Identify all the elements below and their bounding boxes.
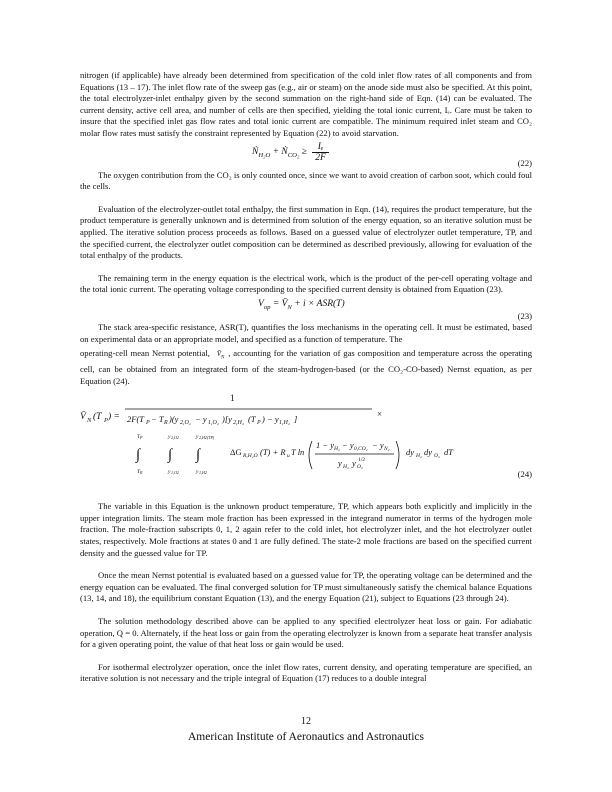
paragraph-4: The remaining term in the energy equation is the electrical work, which is the product of the per-cell operating voltage and the total ionic current. The operating voltage corresponding to the specified current density is obtained from Equation (23).	[80, 272, 532, 295]
svg-text:y: y	[196, 434, 199, 441]
equation-24-label: (24)	[517, 469, 532, 480]
svg-text:2,O₂: 2,O₂	[180, 420, 191, 427]
svg-text:y: y	[196, 469, 199, 476]
paragraph-2: The oxygen contribution from the CO₂ is only counted once, since we want to avoid creation of carbon soot, which could foul the cells.	[80, 169, 532, 192]
page-body	[80, 70, 532, 685]
paragraph-3: Evaluation of the electrolyzer-outlet total enthalpy, the first summation in Eqn. (14), requires the product temperature, but the product temperature is generally unknown and is determined from solution of the energy equation, so an iterative solution must be applied. The iterative solution process proceeds as follows. Based on a guessed value of electrolyzer outlet temperature, TP, and the specified current, the electrolyzer outlet composition can be determined as described previously, allowing for evaluation of the total enthalpy of the products.	[80, 203, 532, 261]
svg-text:∫: ∫	[196, 447, 201, 464]
page-number: 12	[301, 716, 311, 727]
equation-22-label: (22)	[517, 157, 532, 168]
equation-24-graphic	[80, 391, 532, 489]
svg-text:P: P	[146, 420, 150, 427]
svg-text:− y: − y	[372, 440, 384, 451]
svg-text:y: y	[168, 434, 171, 441]
svg-text:1: 1	[230, 394, 235, 405]
svg-text:H₂: H₂	[416, 453, 422, 460]
paragraph-5b-end: , accounting for the variation of gas composition and temperature across the operating cell, can be obtained from an integrated form of the steam-hydrogen-based (or the CO₂-CO-based) Nernst equation, as per Equation (24).	[80, 348, 533, 386]
svg-text:(T: (T	[93, 412, 102, 423]
svg-text:H₂: H₂	[334, 446, 340, 453]
svg-text:y: y	[168, 469, 171, 476]
equation-23	[80, 296, 532, 322]
svg-text:∫: ∫	[136, 447, 141, 464]
paragraph-6: The variable in this Equation is the unknown product temperature, TP, which appears both explicitly and implicitly in the upper integration limits. The steam mole fraction has been expressed in the integrand numerator in terms of the hydrogen mole fraction. The mole-fraction subscripts 0, 1, 2 again refer to the cold inlet, hot electrolyzer inlet, and the hot electrolyzer outlet states, respectively. Mole fractions at states 0 and 1 are fully defined. The state-2 mole fractions are based on the specified current density and the guessed value for TP.	[80, 501, 532, 558]
equation-22-body: Ṅ$_{H_2O}$ + Ṅ$_{CO_2}$ ≥ $\frac{\text{Iₑ}}{2F}$	[252, 142, 332, 163]
svg-text:1,H₂: 1,H₂	[279, 420, 290, 427]
svg-text:1,H2: 1,H2	[199, 470, 207, 476]
svg-text:2,H2(TP): 2,H2(TP)	[199, 435, 215, 441]
equation-23-label: (23)	[517, 310, 532, 321]
svg-text:R: R	[164, 420, 168, 427]
svg-text:(T) + R: (T) + R	[260, 447, 286, 458]
svg-text:∫: ∫	[168, 447, 173, 464]
svg-text:O₂: O₂	[434, 453, 440, 460]
svg-text:N: N	[87, 417, 92, 425]
svg-text:− y: − y	[342, 440, 354, 451]
equation-24	[80, 391, 532, 489]
svg-text:) =: ) =	[108, 412, 120, 423]
svg-text:(T: (T	[248, 414, 256, 425]
svg-text:y: y	[338, 458, 342, 469]
equation-22	[80, 140, 532, 170]
svg-text:2,H₂: 2,H₂	[233, 420, 244, 427]
svg-text:2F(T: 2F(T	[127, 414, 144, 425]
svg-text:V̄: V̄	[80, 412, 86, 423]
equation-22-numerator: Iₑ	[312, 142, 329, 153]
svg-text:2,O2: 2,O2	[171, 435, 179, 441]
paragraph-7: Once the mean Nernst potential is evaluated based on a guessed value for TP, the operating voltage can be determined and the energy equation can be evaluated. The final converged solution for TP must simultaneously satisfy the chemical balance Equations (13, 14, and 18), the equilibrium constant Equation (13), and the energy Equation (21), subject to Equations (23 through 24).	[80, 570, 532, 604]
paragraph-5a: The stack area-specific resistance, ASR(T), quantifies the loss mechanisms in the operating cell. It must be estimated, based on experimental data or an appropriate model, and specified as a function of temperature. The	[80, 321, 532, 344]
svg-text:1 − y: 1 − y	[316, 440, 335, 451]
svg-text:×: ×	[377, 409, 383, 420]
svg-text:P: P	[257, 420, 261, 427]
svg-text:1/2: 1/2	[358, 457, 366, 464]
svg-text:1,O2: 1,O2	[171, 470, 179, 476]
paragraph-8: The solution methodology described above can be applied to any specified electrolyzer heat loss or gain. For adiabatic operation, Q = 0. Alternately, if the heat loss or gain from the operating electrolyzer is known from a separate heat transfer analysis for a given operating point, the value of that heat loss or gain would be used.	[80, 616, 532, 650]
svg-text:)[y: )[y	[222, 414, 232, 425]
svg-text:T: T	[137, 434, 141, 441]
paragraph-1: nitrogen (if applicable) have already been determined from specification of the cold inlet flow rates of all components and from Equations (13 – 17). The inlet flow rate of the sweep gas (e.g., air or steam) on the anode side must also be specified. At this point, the total electrolyzer-inlet enthalpy given by the second summation on the right-hand side of Eqn. (14) can be evaluated. The current density, active cell area, and number of cells are then specified, yielding the total ionic current, Iₑ. Care must be taken to insure that the specified inlet gas flow rates and total ionic current are compatible. The minimum required inlet steam and CO₂ molar flow rates must satisfy the constraint represented by Equation (22) to avoid starvation.	[80, 70, 532, 138]
svg-text:0,CO₂: 0,CO₂	[354, 446, 368, 453]
svg-text:T: T	[137, 469, 141, 476]
svg-text:R,H₂O: R,H₂O	[243, 453, 258, 460]
svg-text:T ln: T ln	[291, 447, 305, 458]
equation-22-denominator: 2F	[315, 152, 326, 163]
paragraph-5b-start: operating-cell mean Nernst potential,	[80, 348, 210, 359]
svg-text:O₂: O₂	[357, 464, 363, 471]
svg-text:1,O₂: 1,O₂	[208, 420, 219, 427]
svg-text:u: u	[287, 453, 290, 460]
svg-text:H₂: H₂	[343, 464, 349, 471]
equation-22-fraction	[312, 142, 329, 163]
svg-text:− T: − T	[151, 414, 164, 425]
svg-text:)(y: )(y	[169, 414, 179, 425]
svg-text:]: ]	[294, 414, 298, 425]
footer-organization: American Institute of Aeronautics and Astronautics	[187, 731, 424, 743]
svg-text:P: P	[104, 417, 108, 425]
svg-text:dT: dT	[444, 447, 453, 458]
paragraph-5b	[80, 348, 532, 387]
svg-text:) − y: ) − y	[262, 414, 279, 425]
svg-text:y: y	[352, 458, 356, 469]
paragraph-9: For isothermal electrolyzer operation, once the inlet flow rates, current density, and operating temperature are specified, an iterative solution is not necessary and the triple integral of Equation (17) reduces to a double integral	[80, 661, 532, 684]
svg-text:dy: dy	[424, 447, 433, 458]
nernst-symbol: $V̄_N$	[216, 350, 225, 361]
svg-text:N₂: N₂	[384, 446, 390, 453]
equation-23-body: $V_{op}$ = $V̄_N + i \times ASR(T)$	[258, 298, 345, 311]
svg-text:− y: − y	[195, 414, 207, 425]
svg-text:P: P	[140, 435, 143, 441]
svg-text:R: R	[140, 470, 143, 476]
svg-text:dy: dy	[406, 447, 415, 458]
svg-text:ΔG: ΔG	[230, 447, 242, 458]
